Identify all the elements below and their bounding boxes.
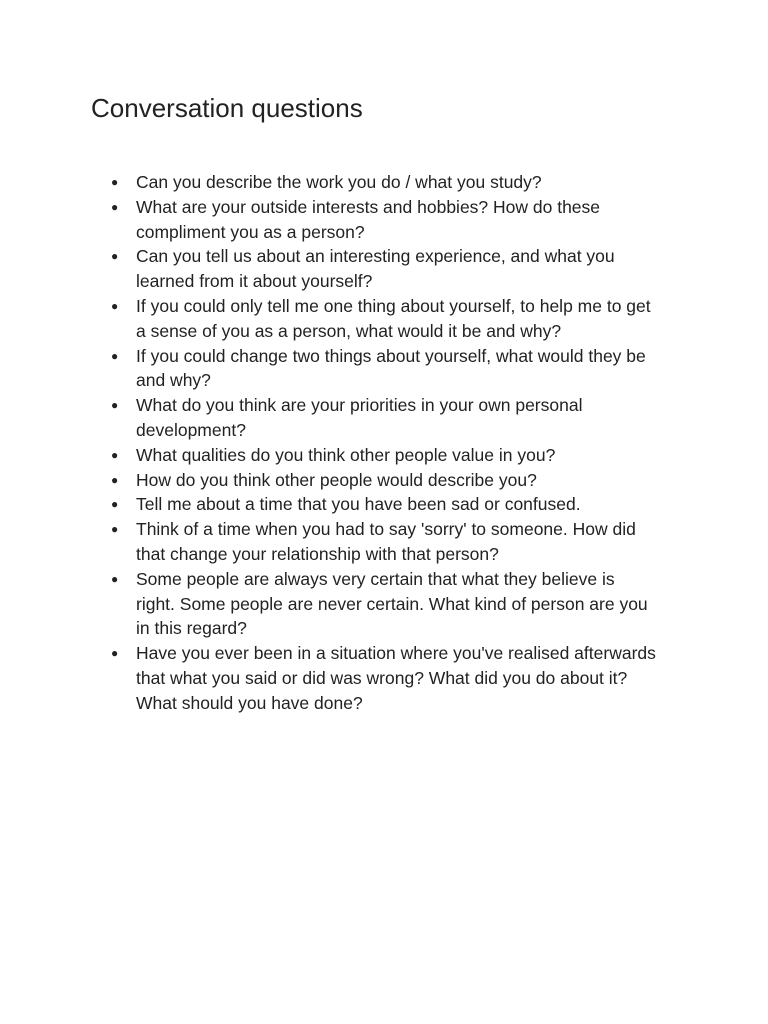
bullet-icon: ● <box>111 249 119 264</box>
bullet-icon: ● <box>111 472 119 487</box>
bullet-icon: ● <box>111 447 119 462</box>
question-text-line: Think of a time when you had to say 'sorry' to someone. How did <box>136 519 636 540</box>
bullet-icon: ● <box>111 522 119 537</box>
question-text-line: What do you think are your priorities in your own personal <box>136 395 583 416</box>
question-text-line: development? <box>136 419 246 440</box>
question-text-line: How do you think other people would describe you? <box>136 469 537 490</box>
question-list <box>91 170 688 716</box>
list-item <box>91 170 686 195</box>
list-item <box>91 244 686 294</box>
question-text-line: that change your relationship with that person? <box>136 543 499 564</box>
question-text-line: that what you said or did was wrong? What did you do about it? <box>136 667 628 688</box>
question-text-line: in this regard? <box>136 618 247 639</box>
bullet-icon: ● <box>111 571 119 586</box>
list-item <box>91 492 686 517</box>
question-text-line: Can you tell us about an interesting experience, and what you <box>136 246 615 267</box>
document-title: Conversation questions <box>91 93 363 123</box>
question-text-line: If you could only tell me one thing about yourself, to help me to get <box>136 295 651 316</box>
bullet-icon: ● <box>111 175 119 189</box>
question-text-line: Some people are always very certain that what they believe is <box>136 568 615 589</box>
question-text-line: compliment you as a person? <box>136 221 365 242</box>
question-text-line: learned from it about yourself? <box>136 271 373 292</box>
question-text-line: right. Some people are never certain. What kind of person are you <box>136 593 648 614</box>
question-text-line: a sense of you as a person, what would it be and why? <box>136 320 562 341</box>
question-text-line: Can you describe the work you do / what you study? <box>136 172 542 192</box>
question-text-line: What qualities do you think other people value in you? <box>136 444 556 465</box>
list-item <box>91 468 686 493</box>
bullet-icon: ● <box>111 398 119 413</box>
question-text-line: What are your outside interests and hobbies? How do these <box>136 196 601 217</box>
list-item <box>91 294 686 344</box>
list-item <box>91 195 686 245</box>
bullet-icon: ● <box>111 348 119 363</box>
list-item <box>91 393 686 443</box>
bullet-icon: ● <box>111 497 119 512</box>
list-item <box>91 567 686 641</box>
question-text-line: Tell me about a time that you have been sad or confused. <box>136 494 581 515</box>
bullet-icon: ● <box>111 646 119 661</box>
bullet-icon: ● <box>111 298 119 313</box>
question-text-line: If you could change two things about yourself, what would they be <box>136 345 646 366</box>
bullet-icon: ● <box>111 199 119 214</box>
list-item <box>91 517 686 567</box>
list-item <box>91 641 686 715</box>
question-text-line: and why? <box>136 370 211 391</box>
question-text-line: What should you have done? <box>136 692 363 713</box>
question-text-line: Have you ever been in a situation where you've realised afterwards <box>136 643 656 664</box>
list-item <box>91 344 686 394</box>
list-item <box>91 443 686 468</box>
